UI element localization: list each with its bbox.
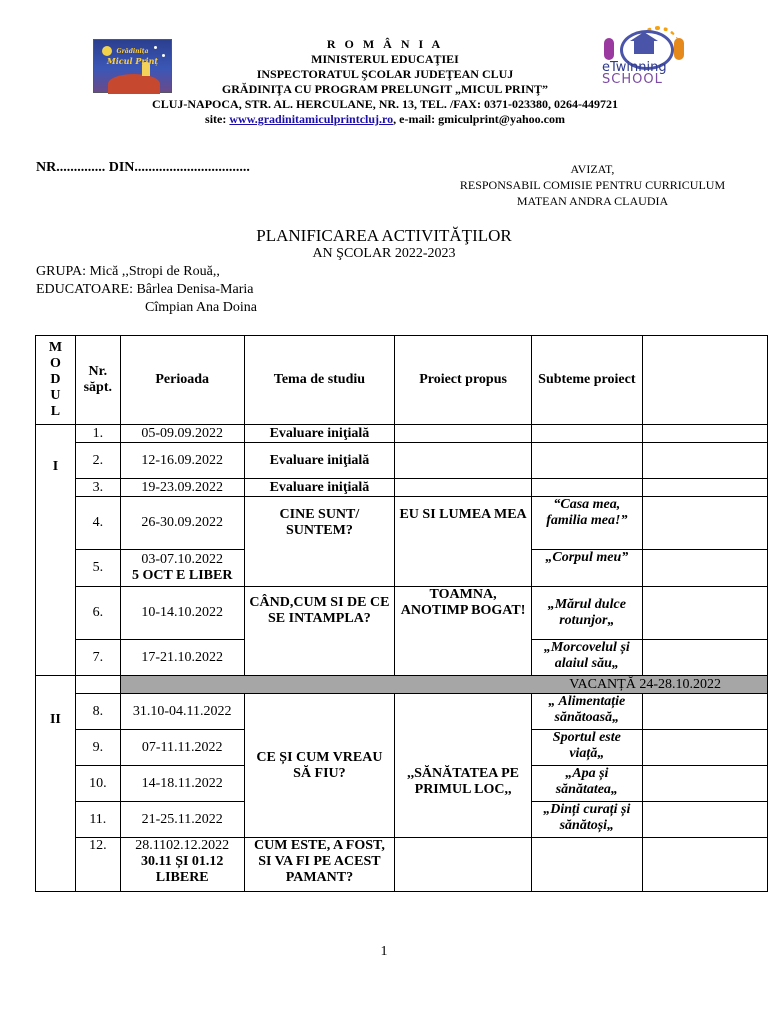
subtheme-cell: „Morcovelul și alaiul său„	[531, 640, 642, 676]
table-row: 10. 14-18.11.2022 „Apa și sănătatea„	[36, 766, 768, 802]
table-row: 8. 31.10-04.11.2022 CE ȘI CUM VREAU SĂ FIU? ,,SĂNĂTATEA PE PRIMUL LOC,, „ Alimentație sănătoasă„	[36, 694, 768, 730]
table-row: 4. 26-30.09.2022 CINE SUNT/ SUNTEM? EU SI LUMEA MEA “Casa mea, familia mea!”	[36, 497, 768, 550]
person-icon	[674, 38, 684, 60]
table-row: 12. 28.1102.12.2022 30.11 ȘI 01.12 LIBERE CUM ESTE, A FOST, SI VA FI PE ACEST PAMANT?	[36, 838, 768, 892]
project-cell: EU SI LUMEA MEA	[395, 497, 532, 587]
registration-number: NR.............. DIN.................................	[36, 160, 250, 175]
planning-table	[35, 335, 768, 892]
group-name: GRUPA: Mică ,,Stropi de Rouă,,	[36, 264, 220, 279]
school-label: SCHOOL	[602, 72, 663, 87]
module-cell: II	[36, 676, 76, 892]
header-tema: Tema de studiu	[244, 336, 395, 425]
school-name: GRĂDINIŢA CU PROGRAM PRELUNGIT „MICUL PRINŢ”	[221, 82, 549, 96]
logo-text-top: Grădinița	[116, 48, 149, 55]
header-perioada: Perioada	[120, 336, 244, 425]
approval-role: RESPONSABIL COMISIE PENTRU CURRICULUM	[459, 178, 726, 192]
table-row: 11. 21-25.11.2022 „Dinți curați și sănătoși„	[36, 802, 768, 838]
approval-label: AVIZAT,	[570, 162, 615, 176]
table-header-row	[36, 336, 768, 425]
subtheme-cell: Sportul este viață„	[531, 730, 642, 766]
email-text: , e-mail: gmiculprint@yahoo.com	[393, 112, 565, 126]
header-nr: Nr. săpt.	[75, 336, 120, 425]
site-prefix: site:	[205, 112, 230, 126]
logo-text: Micul Prinț	[106, 56, 159, 66]
page-subtitle: AN ŞCOLAR 2022-2023	[312, 246, 456, 261]
approval-block	[440, 161, 745, 209]
letterhead	[140, 37, 630, 127]
school-address: CLUJ-NAPOCA, STR. AL. HERCULANE, NR. 13, TEL. /FAX: 0371-023380, 0264-449721	[152, 97, 618, 111]
page-number: 1	[380, 944, 388, 959]
theme-cell: CE ȘI CUM VREAU SĂ FIU?	[244, 694, 395, 838]
site-link[interactable]: www.gradinitamiculprintcluj.ro	[229, 112, 394, 126]
subtheme-cell: „Mărul dulce rotunjor„	[531, 587, 642, 640]
project-cell: ,,SĂNĂTATEA PE PRIMUL LOC,,	[395, 694, 532, 838]
teacher-name: EDUCATOARE: Bârlea Denisa-Maria	[36, 282, 254, 297]
approval-name: MATEAN ANDRA CLAUDIA	[516, 194, 669, 208]
table-row: 5. 03-07.10.2022 5 OCT E LIBER „Corpul meu”	[36, 550, 768, 587]
table-row: 6. 10-14.10.2022 CÂND,CUM SI DE CE SE INTAMPLA? TOAMNA, ANOTIMP BOGAT! „Mărul dulce rotunjor„	[36, 587, 768, 640]
subtheme-cell: „Corpul meu”	[531, 550, 642, 587]
contact-line	[140, 112, 630, 127]
etwinning-label: eTwinning	[602, 60, 667, 75]
theme-cell: CINE SUNT/ SUNTEM?	[244, 497, 395, 587]
table-row: 3. 19-23.09.2022 Evaluare iniţială	[36, 479, 768, 497]
subtheme-cell: „ Alimentație sănătoasă„	[531, 694, 642, 730]
table-row	[36, 676, 768, 694]
header-proiect: Proiect propus	[395, 336, 532, 425]
inspectorate-name: INSPECTORATUL ŞCOLAR JUDEŢEAN CLUJ	[256, 67, 514, 81]
table-row: 9. 07-11.11.2022 Sportul este viață„	[36, 730, 768, 766]
vacation-row: VACANȚĂ 24-28.10.2022	[120, 676, 767, 694]
table-row: 2. 12-16.09.2022 Evaluare iniţială	[36, 443, 768, 479]
table-row: 7. 17-21.10.2022 „Morcovelul și alaiul său„	[36, 640, 768, 676]
header-subteme: Subteme proiect	[531, 336, 642, 425]
project-cell: TOAMNA, ANOTIMP BOGAT!	[395, 587, 532, 676]
theme-cell: CÂND,CUM SI DE CE SE INTAMPLA?	[244, 587, 395, 676]
school-building-icon	[634, 40, 654, 54]
table-row: I 1. 05-09.09.2022 Evaluare iniţială	[36, 425, 768, 443]
theme-cell: CUM ESTE, A FOST, SI VA FI PE ACEST PAMANT?	[244, 838, 395, 892]
page-title: PLANIFICAREA ACTIVITĂŢILOR	[256, 226, 512, 245]
header-empty	[642, 336, 767, 425]
subtheme-cell: „Apa și sănătatea„	[531, 766, 642, 802]
subtheme-cell: „Dinți curați și sănătoși„	[531, 802, 642, 838]
subtheme-cell: “Casa mea, familia mea!”	[531, 497, 642, 550]
group-info	[36, 263, 257, 317]
ministry-name: MINISTERUL EDUCAŢIEI	[311, 52, 459, 66]
module-cell: I	[36, 425, 76, 676]
country-name: R O M Â N I A	[326, 37, 444, 51]
teacher-name-2: Cîmpian Ana Doina	[145, 300, 257, 315]
header-modul: M O D U L	[36, 336, 76, 425]
